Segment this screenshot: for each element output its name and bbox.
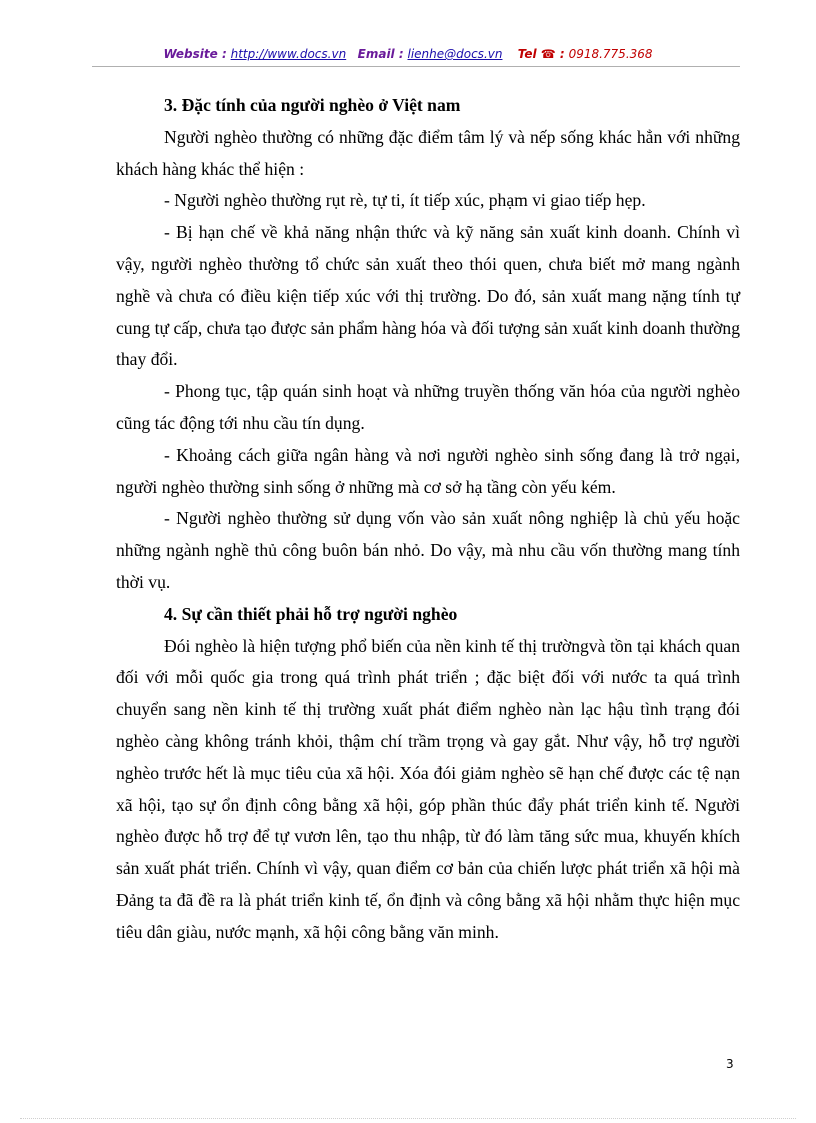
header-divider: [92, 66, 740, 67]
tel-label: Tel ☎ :: [517, 47, 565, 61]
paragraph: - Phong tục, tập quán sinh hoạt và những truyền thống văn hóa của người nghèo cũng tác động tới nhu cầu tín dụng.: [116, 381, 740, 433]
email-link[interactable]: lienhe@docs.vn: [407, 47, 503, 61]
paragraph: - Người nghèo thường rụt rè, tự ti, ít tiếp xúc, phạm vi giao tiếp hẹp.: [164, 190, 646, 211]
website-label: Website :: [163, 47, 227, 61]
page-number: 3: [726, 1057, 734, 1071]
paragraph: - Khoảng cách giữa ngân hàng và nơi người nghèo sinh sống đang là trở ngại, người nghèo thường sinh sống ở những mà cơ sở hạ tầng còn yếu kém.: [116, 444, 740, 497]
page-header: [0, 47, 816, 61]
website-link[interactable]: http://www.docs.vn: [230, 47, 347, 61]
section-4-heading: 4. Sự cần thiết phải hỗ trợ người nghèo: [164, 603, 458, 624]
paragraph: - Bị hạn chế về khả năng nhận thức và kỹ năng sản xuất kinh doanh. Chính vì vậy, người nghèo thường tổ chức sản xuất theo thói quen, chưa biết mở mang ngành nghề và chưa có điều kiện tiếp xúc với thị trường. Do đó, sản xuất mang nặng tính tự cung tự cấp, chưa tạo được sản phẩm hàng hóa và đối tượng sản xuất kinh doanh thường thay đổi.: [116, 222, 740, 370]
page-bottom-divider: [20, 1118, 796, 1119]
paragraph: Người nghèo thường có những đặc điểm tâm lý và nếp sống khác hẳn với những khách hàng khác thể hiện :: [116, 126, 740, 179]
email-label: Email :: [357, 47, 404, 61]
tel-value: 0918.775.368: [568, 47, 653, 61]
document-body: [116, 90, 740, 949]
paragraph: - Người nghèo thường sử dụng vốn vào sản xuất nông nghiệp là chủ yếu hoặc những ngành nghề thủ công buôn bán nhỏ. Do vậy, mà nhu cầu vốn thường mang tính thời vụ.: [116, 508, 740, 592]
paragraph: Đói nghèo là hiện tượng phổ biến của nền kinh tế thị trườngvà tồn tại khách quan đối với mỗi quốc gia trong quá trình phát triển ; đặc biệt đối với nước ta quá trình chuyển sang nền kinh tế thị trường xuất phát điểm nghèo nàn lạc hậu tình trạng đói nghèo càng không tránh khỏi, thậm chí trầm trọng và gay gắt. Như vậy, hỗ trợ người nghèo trước hết là mục tiêu của xã hội. Xóa đói giảm nghèo sẽ hạn chế được các tệ nạn xã hội, tạo sự ổn định công bằng xã hội, góp phần thúc đẩy phát triển kinh tế. Người nghèo được hỗ trợ để tự vươn lên, tạo thu nhập, từ đó làm tăng sức mua, khuyến khích sản xuất phát triển. Chính vì vậy, quan điểm cơ bản của chiến lược phát triển xã hội mà Đảng ta đã đề ra là phát triển kinh tế, ổn định và công bằng xã hội nhằm thực hiện mục tiêu dân giàu, nước mạnh, xã hội công bằng văn minh.: [116, 635, 740, 942]
section-3-heading: 3. Đặc tính của người nghèo ở Việt nam: [164, 95, 461, 115]
